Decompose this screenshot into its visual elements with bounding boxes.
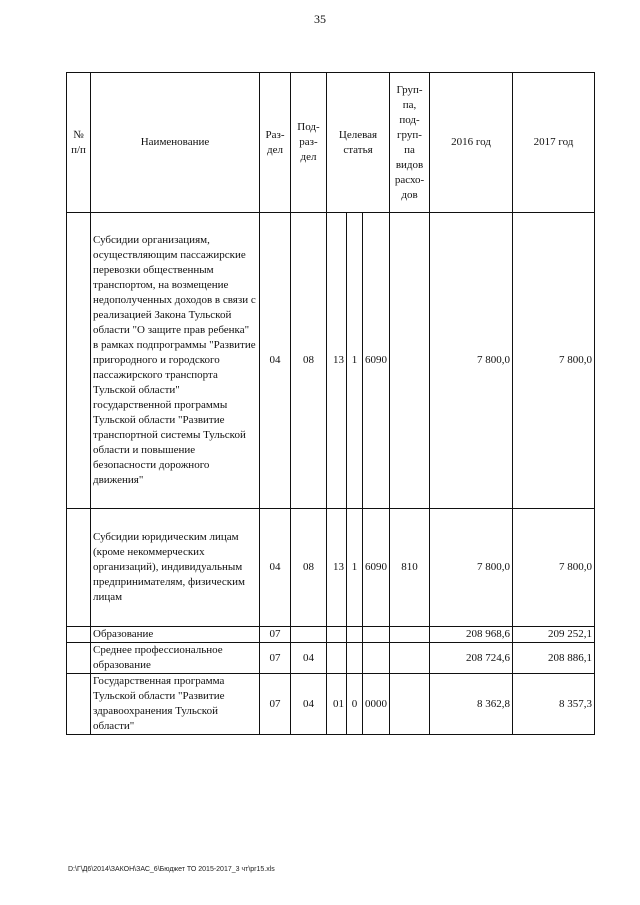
row-num xyxy=(67,674,91,735)
row-cs-direction: 6090 xyxy=(363,509,390,627)
row-cs-subprogram xyxy=(347,627,363,643)
header-podrazdel: Под-раз-дел xyxy=(291,73,327,213)
header-num: № п/п xyxy=(67,73,91,213)
row-cs-subprogram: 0 xyxy=(347,674,363,735)
row-num xyxy=(67,213,91,509)
row-cs-direction: 0000 xyxy=(363,674,390,735)
row-2016: 208 724,6 xyxy=(430,643,513,674)
row-group xyxy=(390,627,430,643)
header-2017: 2017 год xyxy=(513,73,595,213)
row-num xyxy=(67,509,91,627)
row-podrazdel: 04 xyxy=(291,643,327,674)
row-2017: 7 800,0 xyxy=(513,509,595,627)
file-path-footer: D:\Г\Д6\2014\ЗАКОН\ЗАС_6\Бюджет ТО 2015-2017_3 чт\pr15.xls xyxy=(68,866,275,873)
row-podrazdel: 08 xyxy=(291,509,327,627)
row-2017: 8 357,3 xyxy=(513,674,595,735)
budget-table xyxy=(66,72,595,735)
table-row xyxy=(67,213,595,509)
row-razdel: 04 xyxy=(260,213,291,509)
row-name: Субсидии юридическим лицам (кроме некоммерческих организаций), индивидуальным предпринимателям, физическим лицам xyxy=(91,509,260,627)
row-razdel: 07 xyxy=(260,627,291,643)
row-group: 810 xyxy=(390,509,430,627)
row-num xyxy=(67,643,91,674)
row-cs-subprogram: 1 xyxy=(347,509,363,627)
row-2017: 208 886,1 xyxy=(513,643,595,674)
table-row xyxy=(67,627,595,643)
header-2016: 2016 год xyxy=(430,73,513,213)
page-number: 35 xyxy=(314,12,326,26)
row-name: Среднее профессиональное образование xyxy=(91,643,260,674)
row-2017: 7 800,0 xyxy=(513,213,595,509)
row-name: Образование xyxy=(91,627,260,643)
row-group xyxy=(390,674,430,735)
row-razdel: 04 xyxy=(260,509,291,627)
row-2016: 7 800,0 xyxy=(430,213,513,509)
row-2016: 8 362,8 xyxy=(430,674,513,735)
table-row xyxy=(67,509,595,627)
row-cs-program xyxy=(327,627,347,643)
row-podrazdel xyxy=(291,627,327,643)
header-name: Наименование xyxy=(91,73,260,213)
header-target: Целевая статья xyxy=(327,73,390,213)
header-group: Груп-па, под-груп-па видов расхо-дов xyxy=(390,73,430,213)
row-podrazdel: 04 xyxy=(291,674,327,735)
table-row xyxy=(67,643,595,674)
row-group xyxy=(390,643,430,674)
row-group xyxy=(390,213,430,509)
row-razdel: 07 xyxy=(260,643,291,674)
row-cs-direction xyxy=(363,643,390,674)
row-cs-direction xyxy=(363,627,390,643)
row-name: Субсидии организациям, осуществляющим пассажирские перевозки общественным транспортом, на возмещение недополученных доходов в связи с реализацией Закона Тульской области "О защите прав ребенка" в рамках подпрограммы "Развитие пригородного и городского пассажирского транспорта Тульской области" государственной программы Тульской области "Развитие транспортной системы Тульской области и повышение безопасности дорожного движения" xyxy=(91,213,260,509)
row-cs-direction: 6090 xyxy=(363,213,390,509)
header-razdel: Раз-дел xyxy=(260,73,291,213)
row-cs-subprogram xyxy=(347,643,363,674)
table-row xyxy=(67,674,595,735)
row-cs-subprogram: 1 xyxy=(347,213,363,509)
row-2017: 209 252,1 xyxy=(513,627,595,643)
row-cs-program: 13 xyxy=(327,509,347,627)
row-cs-program: 13 xyxy=(327,213,347,509)
row-num xyxy=(67,627,91,643)
row-cs-program: 01 xyxy=(327,674,347,735)
row-cs-program xyxy=(327,643,347,674)
table-header-row xyxy=(67,73,595,213)
row-2016: 7 800,0 xyxy=(430,509,513,627)
row-razdel: 07 xyxy=(260,674,291,735)
row-podrazdel: 08 xyxy=(291,213,327,509)
row-name: Государственная программа Тульской области "Развитие здравоохранения Тульской области" xyxy=(91,674,260,735)
row-2016: 208 968,6 xyxy=(430,627,513,643)
